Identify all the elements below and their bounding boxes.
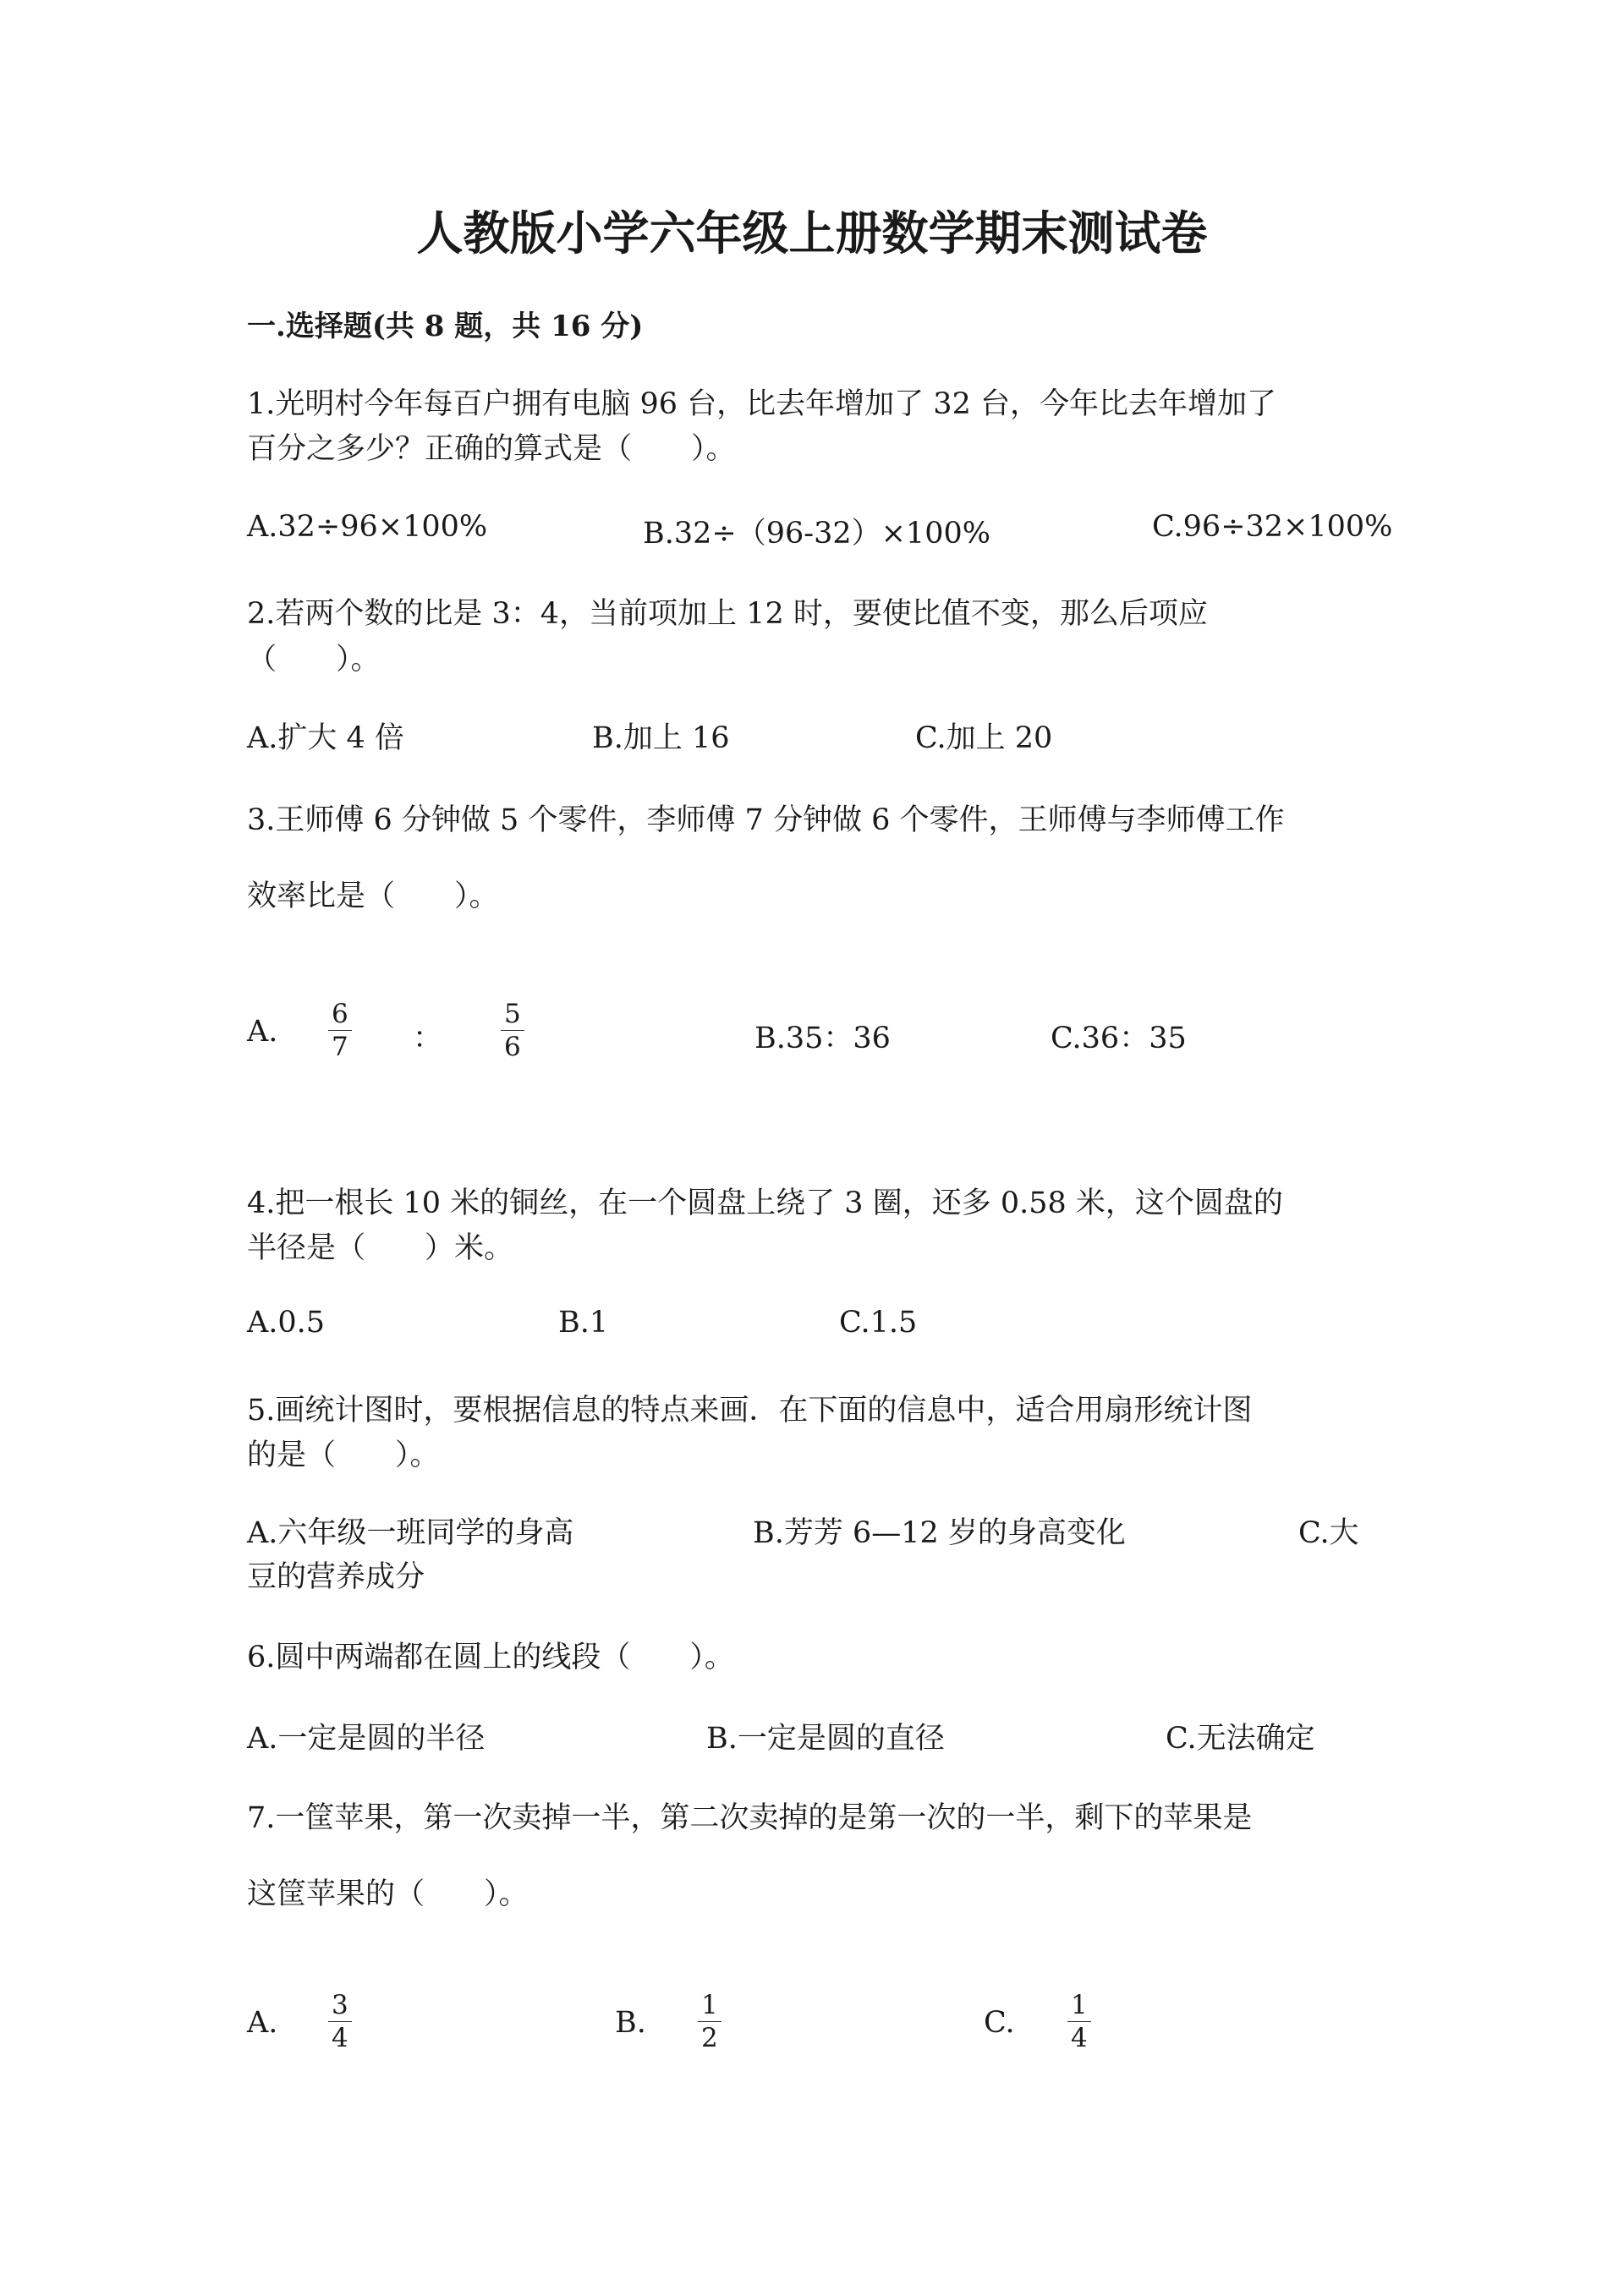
question-4-option-b: B.1 <box>558 1306 609 1340</box>
fraction-numerator: 1 <box>698 1989 721 2022</box>
fraction-denominator: 6 <box>504 1032 521 1062</box>
question-3-option-a-fraction-2 <box>501 998 524 1063</box>
question-7-option-b-label: B. <box>615 2006 646 2040</box>
question-4-line-2: 半径是（ ）米。 <box>247 1231 514 1265</box>
question-6-option-b: B.一定是圆的直径 <box>706 1722 945 1756</box>
section-heading: 一.选择题(共 8 题，共 16 分) <box>247 310 644 343</box>
question-7-option-c-label: C. <box>984 2006 1015 2040</box>
question-2-option-a: A.扩大 4 倍 <box>247 721 404 755</box>
question-3-option-a-label: A. <box>247 1015 278 1049</box>
question-3-line-2: 效率比是（ ）。 <box>247 879 499 913</box>
question-7-option-c-fraction <box>1067 1989 1091 2054</box>
question-6-option-c: C.无法确定 <box>1166 1722 1315 1756</box>
fraction-denominator: 4 <box>332 2023 348 2053</box>
question-5-option-b: B.芳芳 6—12 岁的身高变化 <box>753 1516 1126 1550</box>
question-5-line-1: 5.画统计图时，要根据信息的特点来画．在下面的信息中，适合用扇形统计图 <box>247 1394 1253 1427</box>
question-1-line-1: 1.光明村今年每百户拥有电脑 96 台，比去年增加了 32 台，今年比去年增加了 <box>247 387 1276 421</box>
question-5-option-c: C.大 <box>1298 1516 1359 1550</box>
question-1-option-a: A.32÷96×100% <box>247 510 488 544</box>
question-4-option-c: C.1.5 <box>839 1306 918 1340</box>
fraction-numerator: 1 <box>1067 1989 1091 2022</box>
question-2-option-b: B.加上 16 <box>592 721 730 755</box>
fraction-numerator: 5 <box>501 998 524 1031</box>
question-7-option-a-fraction <box>328 1989 352 2054</box>
question-1-line-2: 百分之多少？正确的算式是（ ）。 <box>247 432 736 466</box>
question-4-line-1: 4.把一根长 10 米的铜丝，在一个圆盘上绕了 3 圈，还多 0.58 米，这个圆盘的 <box>247 1186 1283 1220</box>
question-4-option-a: A.0.5 <box>247 1306 326 1340</box>
question-7-line-1: 7.一筐苹果，第一次卖掉一半，第二次卖掉的是第一次的一半，剩下的苹果是 <box>247 1801 1253 1835</box>
question-3-option-a-fraction-1 <box>328 998 352 1063</box>
question-2-line-2: （ ）。 <box>247 643 381 677</box>
fraction-numerator: 3 <box>328 1989 352 2022</box>
question-5-option-a: A.六年级一班同学的身高 <box>247 1516 574 1550</box>
question-3-option-c: C.36：35 <box>1051 1022 1187 1055</box>
question-5-option-c-continued: 豆的营养成分 <box>247 1560 425 1594</box>
question-7-option-b-fraction <box>698 1989 721 2054</box>
question-3-option-b: B.35：36 <box>754 1022 891 1055</box>
question-6-line-1: 6.圆中两端都在圆上的线段（ ）。 <box>247 1641 734 1674</box>
question-1-option-b: B.32÷（96-32）×100% <box>643 517 990 551</box>
question-5-line-2: 的是（ ）。 <box>247 1438 440 1472</box>
question-3-option-a-colon: ： <box>413 1022 443 1055</box>
question-1-option-c: C.96÷32×100% <box>1152 510 1393 544</box>
fraction-denominator: 7 <box>332 1032 348 1062</box>
question-3-line-1: 3.王师傅 6 分钟做 5 个零件，李师傅 7 分钟做 6 个零件，王师傅与李师傅工作 <box>247 803 1285 837</box>
question-7-line-2: 这筐苹果的（ ）。 <box>247 1877 529 1911</box>
fraction-denominator: 4 <box>1071 2023 1088 2053</box>
question-2-line-1: 2.若两个数的比是 3：4，当前项加上 12 时，要使比值不变，那么后项应 <box>247 597 1208 631</box>
question-7-option-a-label: A. <box>247 2006 278 2040</box>
fraction-denominator: 2 <box>701 2023 718 2053</box>
page-title: 人教版小学六年级上册数学期末测试卷 <box>416 205 1208 260</box>
fraction-numerator: 6 <box>328 998 352 1031</box>
question-6-option-a: A.一定是圆的半径 <box>247 1722 486 1756</box>
question-2-option-c: C.加上 20 <box>915 721 1053 755</box>
